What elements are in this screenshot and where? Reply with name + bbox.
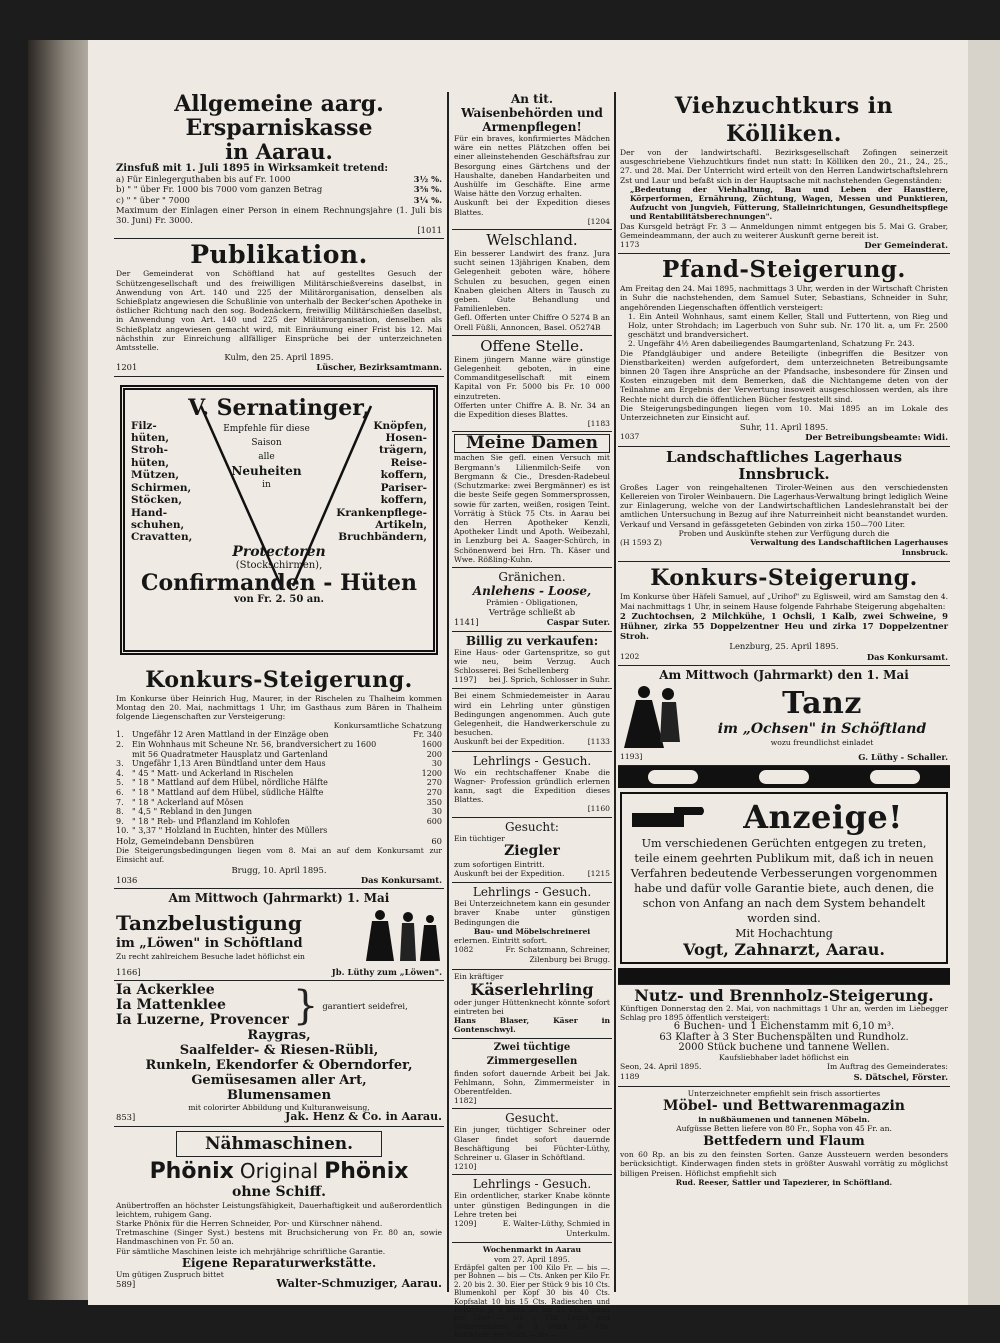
ad-number: 1037 [620, 432, 640, 442]
product-item: Hosen- [385, 432, 427, 445]
ad-number: 1193] [620, 751, 643, 761]
ad-title: Nähmaschinen. [176, 1131, 382, 1157]
ad-title: Tanz [782, 685, 862, 721]
protectoren: Protectoren [232, 543, 326, 560]
ad-number: 1201 [116, 362, 138, 373]
ad-text: Künftigen Donnerstag den 2. Mai, von nachmittags 1 Uhr an, werden im Liebegger Schlag pro 1895 öffentlich versteigert: [620, 1003, 948, 1023]
ad-signer: G. Lüthy - Schaller. [858, 751, 948, 762]
ad-text: Bei Unterzeichnetem kann ein gesunder braver Knabe unter günstigen Bedingungen die [454, 899, 610, 927]
ad-title: Nutz- und Brennholz-Steigerung. [634, 985, 934, 1005]
rate-value: 3⅜ %. [413, 184, 442, 195]
ad-number: [1183 [587, 419, 610, 429]
product-item: Stroh- [131, 444, 168, 457]
ad-signer: Rud. Reeser, Sattler und Tapezierer, in Schöftland. [675, 1177, 893, 1187]
product-item: Krankenpflege- [336, 506, 427, 519]
ad-title: Lehrlings - Gesuch. [472, 885, 592, 900]
product-item: Cravatten, [131, 531, 193, 544]
recommend-line: in [262, 479, 271, 490]
ad-number: [1204 [587, 216, 610, 226]
rates-list [116, 174, 442, 205]
ad-text-2: zum sofortigen Eintritt. [454, 859, 545, 869]
rate-row [116, 174, 442, 184]
ad-billig [452, 632, 612, 690]
ad-text: Erdäpfel galten per 100 Kilo Fr. — bis —. per Bohnen — bis — Cts. Anken per Kilo Fr. 2. 20 bis 2. 30. Eier per Stück 9 bis 10 Cts. Blumenkohl per Kopf 30 bis 40 Cts. Kopfsalat 10 bis 15 Cts. Radieschen und Rettiche je 3 Bund 20 bis 25 Cts. Spinat per Liter — bis — Cts. Lauch und Sellerieknollen je 3 Stück 10 Cts. Kohlköpfe per Stück — bis —. [454, 1263, 610, 1340]
rate-label: b) " " über Fr. 1000 bis 7000 vom ganzen Betrag [116, 184, 323, 195]
ad-number: (H 1593 Z) [620, 537, 662, 547]
ad-title: Lehrlings - Gesuch. [472, 1177, 592, 1192]
property-table [116, 730, 442, 836]
row-value: 270 [426, 788, 442, 798]
ad-text-6: Um gütigen Zuspruch bittet [116, 1269, 224, 1279]
ad-text: Verträge schließt ab [488, 607, 576, 618]
ad-frame [120, 385, 438, 655]
ad-title: Konkurs-Steigerung. [145, 666, 413, 693]
ad-intro: Zinsfuß mit 1. Juli 1895 in Wirksamkeit tretend: [116, 163, 389, 174]
row-description: Ungefähr 1,13 Aren Bündtland unter dem Haus [132, 759, 326, 769]
ad-place: Lenzburg, 25. April 1895. [729, 641, 839, 652]
product-item: Bruchbändern, [338, 531, 427, 544]
original-word: Original [239, 1158, 319, 1183]
ad-invite: wozu freundlichst einladet [770, 737, 874, 747]
ad-text: Einem jüngern Manne wäre günstige Gelegenheit geboten, in eine Commanditgesellschaft mit einem Kapital von Fr. 5000 bis Fr. 10 000 einzutreten. [454, 354, 610, 401]
ad-title: Gesucht. [505, 1111, 559, 1126]
ad-number: 1209] [454, 1219, 477, 1229]
table-row [116, 778, 442, 788]
table-row [116, 730, 442, 740]
next-page-edge [968, 40, 1000, 1305]
ad-number: 1197] [454, 675, 477, 685]
product-item: schuhen, [131, 518, 185, 531]
row-description: " 18 " Reb- und Pflanzland im Kohlofen [132, 816, 290, 826]
ad-place: Seon, 24. April 1895. [620, 1062, 702, 1072]
rate-label: a) Für Einlegerguthaben bis auf Fr. 1000 [116, 174, 291, 185]
row-number: 5. [116, 778, 124, 788]
ad-line-3: 2000 Stück buchene und tannene Wellen. [678, 1041, 890, 1053]
book-spine [28, 40, 90, 1300]
row-number: 3. [116, 759, 124, 769]
ad-text: Um verschiedenen Gerüchten entgegen zu treten, teile einem geehrten Publikum mit, daß ich in neuen Verfahren bedeutende Verbesserungen vorgenommen habe und dafür volle Garantie biete, auch denen, die schon von Anfang an nach dem System behandelt worden sind. [630, 836, 938, 925]
ad-ref: Gefl. Offerten unter Chiffre O 5274 B an Orell Füßli, Annoncen, Basel. O5274B [454, 313, 610, 332]
ad-text-2: Die Pfandgläubiger und andere Beteiligte (inbegriffen die Besitzer von Dienstbarkeiten) werden aufgefordert, dem unterzeichneten Betreibungsamte binnen 20 Tagen ihre Ansprüche an der Pfandsache, insbesondere für Zinsen und Kosten einzugeben mit dem Bemerken, daß die Nichtangeme deten von der Teilnahme am Ergebnis der Verwertung insoweit ausgeschlossen werden, als ihre Rechte nicht durch die öffentlichen Bücher festgestellt sind. [620, 348, 948, 404]
ad-text: Im Konkurse über Heinrich Hug, Maurer, in der Rischelen zu Thalheim kommen Montag den 20. Mai, nachmittags 1 Uhr, im Gasthaus zum Bären in Thalheim folgende Liegenschaften zur Versteigerung: [116, 693, 442, 722]
ad-signer: bei J. Sprich, Schlosser in Suhr. [488, 675, 610, 685]
product-item: Stöcken, [131, 494, 183, 507]
row-description: " 3,37 " Holzland in Euchten, hinter des Müllers [132, 826, 328, 836]
row-description: " 18 " Ackerland auf Mösen [132, 797, 244, 807]
ad-text: Wo ein rechtschaffener Knabe die Wagner- Profession gründlich erlernen kann, sagt die Expedition dieses Blattes. [454, 767, 610, 805]
ad-place: Kulm, den 25. April 1895. [224, 352, 334, 363]
ad-title: Möbel- und Bettwarenmagazin [662, 1097, 905, 1114]
ad-text: Ein ordentlicher, starker Knabe könnte unter günstigen Bedingungen in die Lehre treten bei [454, 1191, 610, 1219]
ad-title: Tanzbelustigung [116, 910, 302, 935]
ad-naehmaschinen [114, 1127, 444, 1293]
column-rule-2 [614, 92, 616, 1292]
ad-text: Am Freitag den 24. Mai 1895, nachmittags 3 Uhr, werden in der Wirtschaft Christen in Suhr die nachstehenden, dem Samuel Suter, Sebastians, Schneider in Suhr, angehörenden Liegenschaften öffentlich versteigert: [620, 284, 948, 312]
ad-meine-damen [452, 432, 612, 567]
ad-text-2: Proben und Auskünfte stehen zur Verfügung durch die [678, 528, 890, 538]
row-value: 200 [426, 749, 442, 759]
ad-signer: Walter-Schmuziger, Aarau. [276, 1277, 442, 1291]
ad-gesucht-schreiner [452, 1109, 612, 1175]
product-item: Mützen, [131, 469, 180, 482]
seed-list [116, 1028, 442, 1103]
ad-number: [1133 [587, 737, 610, 747]
ad-signer: Jb. Lüthy zum „Löwen". [331, 967, 442, 978]
product-item: trägern, [378, 444, 427, 457]
ad-sernatinger [114, 377, 444, 664]
ad-signer: Hans Blaser, Käser in Gontenschwyl. [454, 1016, 610, 1035]
ad-number: 1202 [620, 651, 640, 661]
row-description: " 4,5 " Rebland in den Jungen [132, 807, 253, 817]
klee-list [116, 983, 289, 1028]
row-description: mit 56 Quadratmeter Hausplatz und Gartenland [132, 749, 328, 759]
ad-date: vom 27. April 1895. [494, 1254, 570, 1264]
ad-big: Bau- und Möbelschreinerei [473, 926, 591, 936]
ad-where: im „Ochsen" in Schöftland [717, 720, 927, 737]
ad-number: 1182] [454, 1096, 477, 1106]
row-number: 9. [116, 816, 124, 826]
ad-text: Aufgüsse Betten liefere von 80 Fr., Sopha von 45 Fr. an. [676, 1123, 892, 1133]
seed-line: Ia Mattenklee [116, 997, 226, 1014]
row-number: 10. [116, 826, 129, 836]
ad-signer: E. Walter-Lüthy, Schmied in Unterkulm. [502, 1219, 610, 1239]
ad-top: Am Mittwoch (Jahrmarkt) 1. Mai [168, 891, 390, 906]
protectoren-sub: (Stockschirmen), [235, 559, 323, 571]
ad-title: Offene Stelle. [480, 336, 584, 355]
product-item: Filz- [131, 419, 157, 432]
rate-row [116, 184, 442, 194]
ad-text: Ein kräftiger [454, 971, 504, 981]
table-row [116, 759, 442, 769]
seed-line: Saalfelder- & Riesen-Rübli, [179, 1043, 379, 1059]
ad-text: Die Steigerungsbedingungen liegen vom 8. Mai an auf dem Konkursamt zur Einsicht auf. [116, 846, 442, 865]
ad-item-1: 1. Ein Anteil Wohnhaus, samt einem Keller, Stall und Futtertenn, von Rieg und Holz, unter Strohdach; im Lagerbuch von Suhr sub. Nr. 170 lit. a, um Fr. 2500 geschätzt und brandversichert. [628, 311, 948, 340]
ad-konkurs-eglisweil [618, 562, 950, 665]
note: Holz, Gemeindebann Densbüren [116, 836, 254, 846]
ad-text: Bei einem Schmiedemeister in Aarau wird ein Lehrling unter günstigen Bedingungen angenommen. Auch gute Gelegenheit, die Handwerkerschule zu besuchen. [454, 691, 610, 738]
ad-number: 589] [116, 1279, 136, 1290]
row-value: 270 [426, 778, 442, 788]
ad-signer: Verwaltung des Landschaftlichen Lagerhauses Innsbruck. [750, 537, 948, 558]
ad-signer: Jak. Henz & Co. in Aarau. [285, 1110, 442, 1124]
ad-fee: Das Kursgeld beträgt Fr. 3 — Anmeldungen nimmt entgegen bis 5. Mai G. Graber, Gemeindeammann, der auch zu weiterer Auskunft gerne bereit ist. [620, 221, 948, 240]
ad-ref: [1011 [417, 225, 442, 236]
ad-konkurs-thalheim [114, 664, 444, 889]
ad-items: 2 Zuchtochsen, 2 Milchkühe, 1 Ochsli, 1 Kalb, zwei Schweine, 9 Hühner, zirka 55 Doppelzentner Heu und zirka 17 Doppelzentner Stroh. [620, 610, 948, 642]
ad-text: machen Sie gefl. einen Versuch mit Bergmann's Lilienmilch-Seife von Bergmann & Cie., Dresden-Radebeul (Schutzmarke: zwei Bergmänner) es ist die beste Seife gegen Sommersprossen, sowie für zarten, weißen, rosigen Teint. Vorrätig à Stück 75 Cts. in Aarau bei den Herren Apotheker Kenzli, Apotheker Lindt und Apoth. Weibezahl, in Lenzburg bei A. Saager-Schürch, in Schönenwerd bei Hrn. Th. Käser und Wwe. Rößling-Kuhn. [454, 453, 610, 564]
product-item: Knöpfen, [373, 419, 427, 432]
row-description: " 18 " Mattland auf dem Hübel, südliche Hälfte [132, 788, 324, 798]
ad-title: Welschland. [486, 231, 578, 250]
ad-anzeige [618, 766, 950, 985]
ad-text: Maximum der Einlagen einer Person in einem Rechnungsjahre (1. Juli bis 30. Juni) Fr. 3000. [116, 204, 442, 226]
row-value: Fr. 340 [413, 730, 442, 740]
ad-signer: Fr. Schatzmann, Schreiner, Zilenburg bei Brugg. [505, 945, 610, 965]
decorative-bar-top [618, 766, 950, 788]
seed-line: Raygras, [247, 1028, 311, 1044]
ad-ref: Offerten unter Chiffre A. B. Nr. 34 an die Expedition dieses Blattes. [454, 400, 610, 420]
product-item: koffern, [380, 469, 427, 482]
ad-text: Ein tüchtiger [454, 833, 505, 843]
product-item: Reise- [390, 456, 427, 469]
ad-title: Anzeige! [743, 797, 903, 836]
ad-ersparniskasse [114, 90, 444, 239]
ad-wochenmarkt [452, 1243, 612, 1342]
phoenix-left: Phönix [149, 1158, 234, 1184]
middle-text [207, 420, 327, 544]
product-item: hüten, [131, 432, 170, 445]
rate-value: 3¼ %. [413, 194, 442, 205]
ad-ref: Auskunft bei der Expedition. [454, 737, 565, 747]
ad-intro: Unterzeichneter empfiehlt sein frisch assortiertes [687, 1088, 881, 1098]
ad-viehzuchtkurs [618, 90, 950, 254]
ad-signer: S. Dätschel, Förster. [853, 1072, 948, 1083]
ad-subtitle: in nußbäumenen und tannenen Möbeln. [698, 1114, 870, 1124]
ad-closing: Mit Hochachtung [735, 926, 833, 940]
ad-number: 1141] [454, 617, 479, 628]
ad-number: 1173 [620, 240, 640, 250]
ad-waisen [452, 90, 612, 230]
price: von Fr. 2. 50 an. [233, 593, 325, 605]
note-value: 60 [431, 836, 442, 846]
ad-kaeserlehrling [452, 970, 612, 1039]
decorative-bar-bottom [618, 968, 950, 984]
recommend-line: Empfehle für diese [223, 423, 310, 434]
ad-signer: Vogt, Zahnarzt, Aarau. [683, 939, 885, 959]
ad-number: 1210] [454, 1162, 477, 1172]
confirmanden-title: Confirmanden - Hüten [140, 569, 418, 596]
ad-topics: „Bedeutung der Viehhaltung, Bau und Leben der Haustiere, Körperformen, Ernährung, Züchtung, Wagen, Messen und Punktieren, Aufzucht von Jungvieh, Fütterung, Stalleinrichtungen, Gesundheitspflege und Rentabilitätsberechnungen". [630, 184, 948, 222]
ad-lehrling-schreiner [452, 883, 612, 969]
product-item: hüten, [131, 456, 170, 469]
ad-title: Billig zu verkaufen: [465, 633, 599, 648]
ad-text: Eine Haus- oder Gartenspritze, so gut wie neu, beim Verzug. Auch Schlosserei. Bei Schellenberg [454, 647, 610, 675]
ad-number: 1036 [116, 874, 138, 885]
table-row [116, 788, 442, 798]
ad-top: Am Mittwoch (Jahrmarkt) den 1. Mai [659, 667, 909, 682]
column-middle [452, 90, 612, 1340]
row-description: Ungefähr 12 Aren Mattland in der Einzäge oben [132, 730, 329, 740]
brace-glyph: } [292, 982, 319, 1029]
ad-text: Im Konkurse über Häfeli Samuel, auf „Urihof" zu Eglisweil, wird am Samstag den 4. Mai nachmittags 1 Uhr, in seinem Hause folgende Fahrhabe Steigerung abgehalten: [620, 592, 948, 611]
ad-lehrling-wagner [452, 752, 612, 818]
ad-line-2: 63 Klafter à 3 Ster Buchenspälten und Rundholz. [659, 1031, 909, 1043]
ad-line-1: 6 Buchen- und 1 Eichenstamm mit 6,10 m³. [673, 1021, 895, 1033]
ad-signer: Das Konkursamt. [866, 651, 948, 662]
ad-subtitle: ohne Schiff. [232, 1183, 326, 1200]
ad-text-2: Starke Phönix für die Herren Schneider, Por- und Kürschner nähend. [116, 1219, 383, 1229]
ad-text-3: Die Steigerungsbedingungen liegen vom 10. Mai 1895 an im Lokale des Unterzeichneten zur Einsicht auf. [620, 403, 948, 423]
seed-line: Ia Ackerklee [116, 982, 215, 999]
ad-text: Großes Lager von reingehaltenen Tiroler-Weinen aus den verschiedensten Kellereien von Tiroler Weinbauern. Die Lagerhaus-Verwaltung bringt lediglich Weine zur Einlagerung, welche von der Landwirtschaftlichen Landeslehranstalt bei der amtlichen Untersuchung in Bezug auf ihre Naturreinheit nicht beanstandet wurden. Verkauf und Versand in gefässgeteten Gebinden von zirka 150—700 Liter. [620, 482, 948, 529]
ad-signer: Lüscher, Bezirksamtmann. [316, 362, 442, 373]
ad-subtitle-2: Prämien - Obligationen, [486, 597, 578, 607]
ad-big: Käserlehrling [470, 979, 594, 999]
ad-place: Brugg, 10. April 1895. [231, 864, 327, 875]
product-item: koffern, [380, 494, 427, 507]
ad-text-2: erlernen. Eintritt sofort. [454, 936, 548, 945]
ad-item-2: 2. Ungefähr 4½ Aren dabeiliegendes Baumgartenland, Schatzung Fr. 243. [628, 339, 915, 349]
ad-text: Für ein braves, konfirmiertes Mädchen wäre ein nettes Plätzchen offen bei einer alleinstehenden Geschäftsfrau zur Besorgung eines Gärtchens und der Haushalte, daneben Handarbeiten und Aushülfe im Geschäfte. Eine arme Waise hätte den Vorzug erhalten. [454, 134, 610, 199]
row-number: 4. [116, 768, 124, 778]
ad-welschland [452, 230, 612, 336]
column-rule-1 [447, 92, 449, 1292]
ad-text: Ein junger, tüchtiger Schreiner oder Glaser findet sofort dauernde Beschäftigung bei Füchter-Lüthy, Schreiner u. Glaser in Schöftland. [454, 1125, 610, 1163]
ad-signer: Caspar Suter. [546, 617, 610, 628]
ad-text-4: Für sämtliche Maschinen leiste ich mehrjährige schriftliche Garantie. [116, 1246, 386, 1256]
ad-tanzbelustigung [114, 889, 444, 981]
row-description: Ein Wohnhaus mit Scheune Nr. 56, brandversichert zu 1600 [132, 740, 377, 750]
table-row [116, 817, 442, 827]
ad-invite: Zu recht zahlreichem Besuche ladet höflichst ein [116, 951, 305, 961]
seed-line: Gemüsesamen aller Art, [191, 1073, 367, 1089]
ad-tanz-ochsen [618, 666, 950, 766]
row-value: 1200 [421, 768, 442, 778]
ad-lehrling-schmied [452, 1175, 612, 1243]
table-row [116, 740, 442, 750]
ad-title: Gesucht: [505, 819, 559, 834]
row-value: 30 [431, 759, 442, 769]
dancers-illustration [358, 905, 442, 967]
ad-title: Konkurs-Steigerung. [650, 565, 918, 592]
ad-title: Zwei tüchtige Zimmergesellen [486, 1041, 578, 1067]
ad-text-5: Eigene Reparaturwerkstätte. [181, 1255, 377, 1270]
product-item: Artikeln, [375, 518, 427, 531]
product-item: Hand- [131, 506, 168, 519]
left-products [131, 420, 201, 544]
ad-text-1: Anübertroffen an höchster Leistungsfähigkeit, Dauerhaftigkeit und außerordentlich leichtem, ruhigem Gang. [116, 1200, 442, 1219]
row-number: 6. [116, 788, 124, 798]
ad-text: Der von der landwirtschaftl. Bezirksgesellschaft Zofingen seinerzeit ausgeschriebene Viehzuchtkurs findet nun statt: In Kölliken den 20., 21., 24., 25., 27. und 28. Mai. Der Unterricht wird erteilt von den Herren Landwirtschaftslehrern Zst und Laur und befaßt sich in der Hauptsache mit nachstehenden Gegenständen: [620, 148, 948, 185]
ad-title: Wochenmarkt in Aarau [482, 1245, 582, 1255]
ad-pfand-steigerung [618, 254, 950, 446]
ad-text-2: oder junger Hüttenknecht könnte sofort eintreten bei [454, 997, 610, 1017]
recommend-line: Neuheiten [231, 463, 302, 478]
dancing-couple-illustration [620, 682, 690, 752]
ad-text-2: von 60 Rp. an bis zu den feinsten Sorten. Ganze Aussteuern werden besonders berücksichtigt. Kinderwagen finden stets in größter Auswahl vorrätig zu möglichst billigen Preisen. Höflichst empfiehlt sich [620, 1150, 948, 1178]
table-header: Konkursamtliche Schatzung [333, 721, 442, 731]
klee-note: garantiert seidefrei, [322, 1000, 408, 1011]
table-row [116, 769, 442, 779]
ad-place: Suhr, 11. April 1895. [739, 422, 829, 433]
ad-number: 1082 [454, 945, 474, 955]
ad-ref: Auskunft bei der Expedition. [454, 868, 565, 878]
row-value: 1600 [421, 740, 442, 750]
rate-label: c) " " über " 7000 [116, 194, 190, 205]
ad-klee [114, 981, 444, 1126]
shop-name: V. Sernatinger, [188, 394, 370, 421]
ad-signer: Der Betreibungsbeamte: Widi. [805, 432, 948, 443]
row-value: 350 [426, 797, 442, 807]
column-left [114, 90, 444, 1290]
row-value [408, 826, 442, 836]
ad-lagerhaus [618, 447, 950, 563]
ad-number: 1166] [116, 967, 141, 978]
ad-title: Allgemeine aarg. Ersparniskasse [174, 91, 384, 141]
ad-title: Gränichen. [498, 569, 566, 584]
row-description: " 45 " Matt- und Ackerland in Rischelen [132, 768, 294, 778]
recommend-line: alle [258, 451, 275, 462]
table-row [116, 826, 442, 836]
product-item: Schirmen, [131, 481, 192, 494]
ad-text: finden sofort dauernde Arbeit bei Jak. Fehlmann, Sohn, Zimmermeister in Oberentfelden. [454, 1068, 610, 1097]
ad-title: Landschaftliches Lagerhaus Innsbruck. [665, 447, 903, 483]
ad-place-2: Im Auftrag des Gemeinderates: [826, 1062, 948, 1072]
ad-where: im „Löwen" in Schöftland [116, 935, 303, 951]
ad-title: Lehrlings - Gesuch. [472, 753, 592, 768]
seed-line: Blumensamen [226, 1088, 332, 1104]
ad-text: Der Gemeinderat von Schöftland hat auf gestelltes Gesuch der Schützengesellschaft und des freiwilligen Militärschießvereins daselbst, in Anwendung von Art. 140 und 225 der Militärorganisation, denselben als Schießplatz angewiesen die Schußlinie von unterhalb der Becker'schen Apotheke in östlicher Richtung nach den sog. Bodenäckern, freiwillig Militärschießen daselbst, in Anwendung von Art. 140 und 225 der Militärorganisation, denselben als Schießplatz angewiesen gemacht wird, mit Einräumung einer Frist bis 12. Mai nächsthin zur Einreichung allfälliger Einsprüche bei der unterzeichneten Amtsstelle. [116, 269, 442, 353]
recommend-line: Saison [251, 437, 282, 448]
pointing-hand-icon [628, 801, 706, 833]
row-value: 30 [431, 807, 442, 817]
ad-title: Pfand-Steigerung. [662, 256, 906, 284]
row-number: 7. [116, 797, 124, 807]
phoenix-right: Phönix [324, 1158, 409, 1184]
ad-note: Kaufsliebhaber ladet höflichst ein [719, 1052, 849, 1062]
table-row [116, 750, 442, 760]
ad-moebel [618, 1087, 950, 1190]
row-number: 8. [116, 807, 124, 817]
ad-number: [1215 [587, 868, 610, 878]
row-description: " 18 " Mattland auf dem Hübel, nördliche Hälfte [132, 778, 328, 788]
ad-signer: Das Konkursamt. [360, 874, 442, 885]
rate-value: 3½ %. [413, 174, 442, 185]
rate-row [116, 195, 442, 205]
row-number: 1. [116, 730, 124, 740]
ad-number: [1160 [587, 804, 610, 814]
seed-line: Ia Luzerne, Provencer [116, 1012, 289, 1029]
seed-line: Runkeln, Ekendorfer & Oberndorfer, [145, 1058, 413, 1074]
ad-graenichen [452, 568, 612, 632]
ad-subtitle: Anlehens - Loose, [472, 583, 592, 598]
ad-offene-stelle [452, 336, 612, 433]
ad-ref: Auskunft bei der Expedition dieses Blattes. [454, 198, 610, 217]
ad-number: 853] [116, 1112, 136, 1123]
ad-title: Viehzuchtkurs in Kölliken. [674, 93, 894, 147]
ad-title: Publikation. [190, 240, 368, 270]
product-item: Pariser- [380, 481, 427, 494]
klee-small: mit colorirter Abbildung und Kulturanweisung, [188, 1103, 370, 1113]
ad-text: Ein besserer Landwirt des franz. Jura sucht seinen 13jährigen Knaben, dem Gelegenheit geboten wäre, höhere Schulen zu besuchen, gegen einen Knaben gleichen Alters in Tausch zu geben. Gute Behandlung und Familienleben. [454, 249, 610, 314]
ad-gesucht-ziegler [452, 818, 612, 884]
ad-signer: Der Gemeinderat. [864, 240, 948, 251]
ad-title: An tit. Waisenbehörden und Armenpflegen! [461, 92, 603, 134]
ad-zimmergesellen [452, 1039, 612, 1110]
ad-text-3: Tretmaschine (Singer Syst.) bestens mit Bruchsicherung von Fr. 80 an, sowie Handmaschinen von Fr. 50 an. [116, 1228, 442, 1247]
table-row [116, 807, 442, 817]
column-right [618, 90, 950, 1290]
ad-subtitle: in Aarau. [225, 139, 333, 164]
right-products [332, 420, 427, 544]
row-number [116, 750, 132, 760]
ad-nutz-brennholz [618, 985, 950, 1087]
row-value: 600 [426, 816, 442, 826]
ad-number: 1189 [620, 1072, 640, 1082]
table-row [116, 798, 442, 808]
ad-schmiedemeister [452, 689, 612, 751]
ad-title-2: Bettfedern und Flaum [703, 1134, 865, 1150]
row-number: 2. [116, 740, 124, 750]
ad-publikation [114, 239, 444, 376]
ad-big: Ziegler [504, 842, 560, 859]
ad-title: Meine Damen [454, 434, 610, 453]
